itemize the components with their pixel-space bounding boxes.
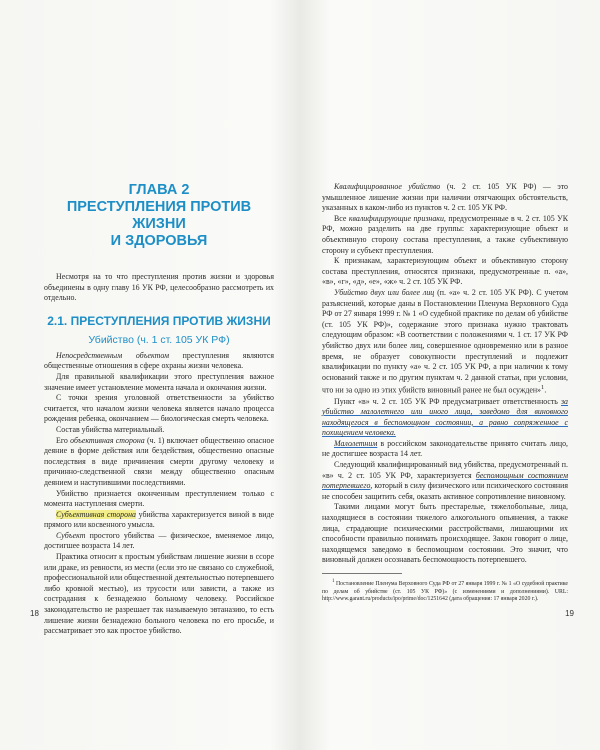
term-qualified-murder: Квалифицированное убийство — [334, 182, 441, 191]
paragraph-two-or-more — [322, 288, 568, 397]
footnote — [322, 578, 568, 604]
footnote-reference[interactable]: 1 — [541, 384, 545, 392]
footnote-text: Постановление Пленума Верховного Суда РФ от 27 января 1999 г. № 1 «О судебной практике по делам об убийстве (ст. 105 УК РФ)» (с изменениями и дополнениями). URL: http://www.garant.ru/products/ipo/prime/doc/1251642 (дата обращения: 17 января 2020 г.). — [322, 580, 569, 603]
term-two-or-more: Убийство двух или более лиц — [334, 287, 435, 297]
term-helpless: беспомощным состоянием потерпевшего — [322, 470, 568, 491]
paragraph-completion: Убийство признается оконченным преступлением только с момента наступления смерти. — [44, 488, 274, 509]
subsection-title: Убийство (ч. 1 ст. 105 УК РФ) — [88, 333, 230, 346]
term-minor: Малолетним — [334, 438, 378, 448]
term-objective-side: объективная сторона — [70, 435, 145, 445]
text: преступления являются общественные отношения в сфере охраны жизни человека. — [44, 350, 274, 371]
paragraph-object-signs: К признакам, характеризующим объект и объективную сторону состава преступления, относятся признаки, предусмотренные п. «а», «в», «г», «д», «е», «ж» ч. 2 ст. 105 УК РФ. — [322, 256, 568, 287]
text: Все — [334, 213, 349, 223]
right-page — [300, 0, 600, 750]
section-title: 2.1. ПРЕСТУПЛЕНИЯ ПРОТИВ ЖИЗНИ — [47, 313, 271, 328]
text: в российском законодательстве принято считать лицо, не достигшее возраста 14 лет. — [322, 438, 568, 459]
footnote-number: 1 — [332, 579, 335, 584]
underlined-term: за убийство малолетнего или иного лица, заведомо для виновного находящегося в беспомощном состоянии, а равно сопряженное с похищением человека. — [322, 396, 568, 438]
term-subjective-side: Субъективная сторона — [56, 509, 136, 519]
paragraph-helpless — [322, 460, 568, 502]
term-object: Непосредственным объектом — [56, 350, 169, 360]
paragraph-life-start: С точки зрения уголовной ответственности за убийство считается, что началом жизни человека является начало процесса рождения ребенка, окончанием — биологическая смерть человека. — [44, 393, 274, 424]
text: Пункт «в» ч. 2 ст. 105 УК РФ предусматривает ответственность — [334, 396, 561, 406]
paragraph-objective-side — [44, 436, 274, 489]
term-qualifying-signs: квалифицирующие признаки — [348, 213, 444, 223]
paragraph-such-persons: Такими лицами могут быть престарелые, тяжелобольные, лица, находящиеся в состоянии тяжелого алкогольного опьянения, а также лица, страдающие психическими расстройствами, лишающими их способности правильно понимать происходящее. Закон говорит о лице, находящемся заведомо в беспомощном состоянии. Это значит, что виновный должен осознавать беспомощность потерпевшего. — [322, 502, 568, 565]
term-subject: Субъект — [56, 530, 86, 540]
footnote-divider — [322, 573, 402, 574]
text: убийства характеризуется виной в виде прямого или косвенного умысла. — [44, 509, 275, 530]
text: (п. «а» ч. 2 ст. 105 УК РФ). С учетом разъяснений, которые даны в Постановлении Пленума Верховного Суда РФ от 27 января 1999 г. № 1 «О судебной практике по делам об убийстве (ст. 105 УК РФ)», содержание этого признака нужно трактовать следующим образом: «В соответствии с положениями ч. 1 ст. 17 УК РФ убийство двух или более лиц, совершенное одновременно или в разное время, не образует совокупности преступлений и подлежит квалификации по пункту «а» ч. 2 ст. 105 УК РФ, а при наличии к тому оснований также и по другим пунктам ч. 2 данной статьи, при условии, что ни за одно из этих убийств виновный ранее не был осужден» — [322, 287, 569, 395]
text: простого убийства — физическое, вменяемое лицо, достигшее возраста 14 лет. — [44, 530, 274, 551]
paragraph-material-composition: Состав убийства материальный. — [56, 424, 165, 434]
paragraph-practice: Практика относит к простым убийствам лишение жизни в ссоре или драке, из ревности, из мести (если это не связано со служебной, профессиональной или общественной деятельностью потерпевшего либо кровной местью), из трусости или зависти, а также из сострадания к безнадежно больному человеку. Российское законодательство не разрешает так называемую эвтаназию, то есть лишение жизни безнадежно больного человека по его просьбе, и рассматривает это как простое убийство. — [44, 552, 274, 636]
paragraph-subject — [44, 531, 274, 552]
chapter-title-line1: ПРЕСТУПЛЕНИЯ ПРОТИВ ЖИЗНИ — [66, 199, 252, 232]
text: (ч. 1) включает общественно опасное деяние в форме действия или бездействия, общественно опасные последствия в виде причинения смерти другому человеку и причинно-следственной связи между общественно опасным деянием и наступившими последствиями. — [44, 435, 275, 487]
paragraph-qualification: Для правильной квалификации этого преступления важное значение имеет установление момента начала и окончания жизни. — [44, 371, 274, 392]
paragraph-minor — [322, 439, 568, 460]
page-number: 18 — [30, 609, 39, 618]
page-number: 19 — [565, 609, 574, 618]
text: . — [544, 385, 547, 395]
chapter-heading — [44, 182, 274, 250]
paragraph-qualifying-signs — [322, 214, 568, 256]
text: Его — [56, 435, 71, 445]
text: , который в силу физического или психического состояния не способен защитить себя, оказать активное сопротивление виновному. — [322, 481, 568, 501]
paragraph-subjective-side — [44, 510, 274, 531]
paragraph-object — [44, 351, 274, 372]
intro-paragraph: Несмотря на то что преступления против жизни и здоровья объединены в одну главу 16 УК РФ, целесообразно рассмотреть их отдельно. — [44, 272, 274, 303]
chapter-title-line2: И ЗДОРОВЬЯ — [110, 233, 208, 249]
text: Следующий квалифицированный вид убийства, предусмотренный п. «в» ч. 2 ст. 105 УК РФ, характеризуется — [322, 460, 568, 480]
text: (ч. 2 ст. 105 УК РФ) — это умышленное лишение жизни при наличии отягчающих обстоятельств, указанных в каком-либо из пунктов ч. 2 ст. 105 УК РФ. — [322, 182, 568, 213]
text: , предусмотренные в ч. 2 ст. 105 УК РФ, можно разделить на две группы: характеризующие объект и объективную сторону состава преступления, а также субъективную сторону и субъект преступления. — [322, 213, 569, 255]
paragraph-qualified-murder — [322, 182, 568, 214]
chapter-label: ГЛАВА 2 — [128, 182, 190, 198]
paragraph-point-v — [322, 397, 568, 439]
